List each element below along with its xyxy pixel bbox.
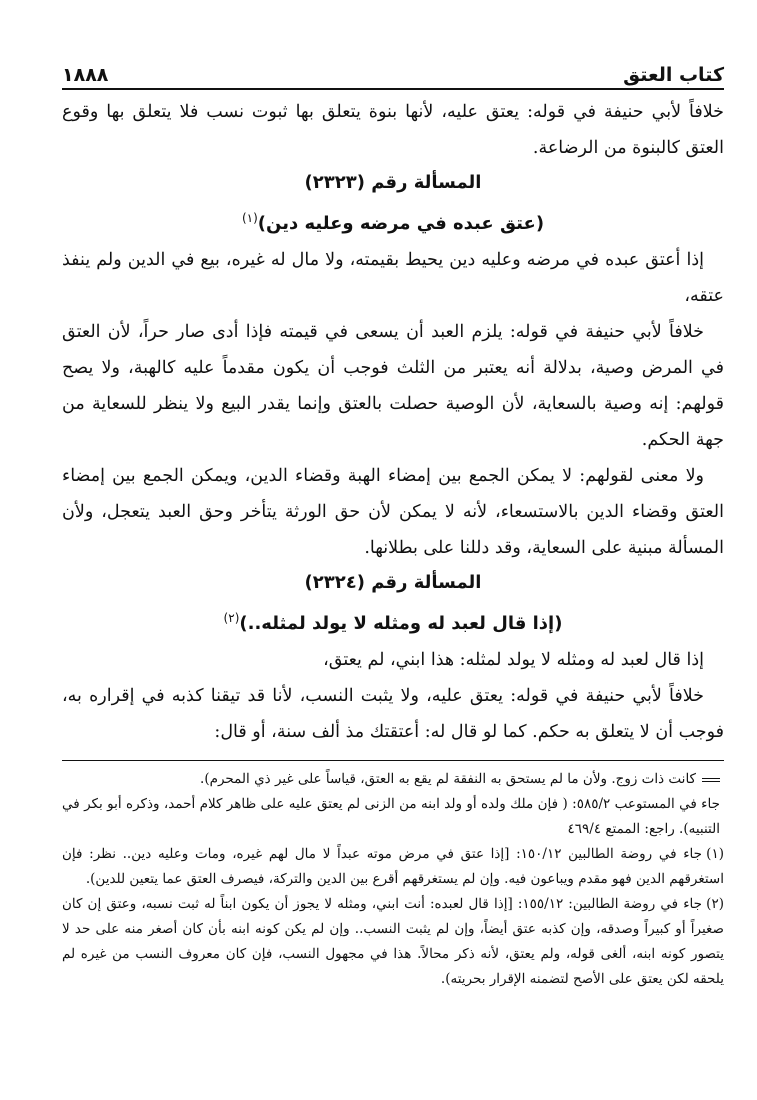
footnote-ref-1: (١)	[241, 211, 258, 225]
footnote-ref-2: (٢)	[223, 611, 240, 625]
issue-subtitle-2323	[62, 200, 724, 242]
footnote-text: جاء في روضة الطالبين ١٥٠/١٢: [إذا عتق في مرض موته عبداً لا مال لهم غيره، ومات وعليه دين.. نظر: فإن استغرقهم الدين فهو مقدم ويباعون فيه. وإن لم يستغرقهم أقرع بين الدين والتركة، فيصرف العتق عما يتعين للدين).	[62, 846, 724, 887]
book-title: كتاب العتق	[623, 64, 724, 86]
footnotes-section	[62, 760, 724, 992]
running-header	[62, 56, 724, 90]
footnote-2	[62, 892, 724, 992]
paragraph-3: خلافاً لأبي حنيفة في قوله: يلزم العبد أن يسعى في قيمته فإذا أدى صار حراً، لأن العتق في المرض وصية، بدلالة أنه يعتبر من الثلث فوجب أن يكون مقدماً عليه كالهبة، ولا يصح قولهم: إنه وصية بالسعاية، لأن الوصية حصلت بالعتق وإنما يقدر البيع ولا ينظر للسعاية من جهة الحكم.	[62, 322, 724, 450]
issue-subtitle-text: (عتق عبده في مرضه وعليه دين)	[257, 213, 545, 234]
footnote-continuation: جاء في المستوعب ٥٨٥/٢: ( فإن ملك ولده أو ولد ابنه من الزنى لم يعتق عليه على ظاهر كلام أحمد، وذكره أبو بكر في التنبيه). راجع: الممتع ٤٦٩/٤	[62, 796, 720, 837]
footnote-marker: (١)	[706, 846, 724, 862]
book-page	[62, 56, 724, 992]
continuation-mark	[702, 778, 720, 782]
page-number: ١٨٨٨	[62, 64, 109, 86]
paragraph-6: خلافاً لأبي حنيفة في قوله: يعتق عليه، ولا يثبت النسب، لأنا قد تيقنا كذبه في إقراره به، فوجب أن لا يتعلق به حكم. كما لو قال له: أعتقتك مذ ألف سنة، أو قال:	[62, 686, 724, 742]
main-text	[62, 94, 724, 750]
issue-subtitle-2324	[62, 600, 724, 642]
issue-heading-2323: المسألة رقم (٢٣٢٣)	[304, 172, 482, 193]
footnote-continuation-text: كانت ذات زوج. ولأن ما لم يستحق به النفقة لم يقع به العتق، قياساً على غير ذي المحرم).	[200, 771, 696, 787]
footnote-1	[62, 842, 724, 892]
paragraph-4: ولا معنى لقولهم: لا يمكن الجمع بين إمضاء الهبة وقضاء الدين، ويمكن الجمع بين إمضاء العتق وقضاء الدين بالاستسعاء، لأنه لا يمكن لأن حق الورثة يتأخر وحق العبد يتعجل، ولأن المسألة مبنية على السعاية، وقد دللنا على بطلانها.	[62, 466, 724, 558]
footnote-text: جاء في روضة الطالبين: ١٥٥/١٢: [إذا قال لعبده: أنت ابني، ومثله لا يجوز أن يكون ابناً له ثبت نسبه، وعتق إن كان صغيراً أو كبيراً وصدقه، وإن كذبه عتق أيضاً، وإن لم يثبت النسب.. وإن لم يكن كونه ابنه بأن كان أصغر منه على حد لا يتصور كونه ابنه، ألغى قوله، ولم يعتق، لأنه ذكر محالاً. هذا في مجهول النسب، فإن كان معروف النسب من غيره لم يلحقه لكن يعتق على الأصح لتضمنه الإقرار بحريته).	[62, 896, 724, 987]
paragraph-1: خلافاً لأبي حنيفة في قوله: يعتق عليه، لأنها بنوة يتعلق بها ثبوت نسب فلا يتعلق بها وقوع العتق كالبنوة من الرضاعة.	[62, 102, 724, 158]
issue-heading-2324: المسألة رقم (٢٣٢٤)	[304, 572, 482, 593]
footnote-continuation	[62, 767, 724, 792]
paragraph-2: إذا أعتق عبده في مرضه وعليه دين يحيط بقيمته، ولا مال له غيره، بيع في الدين ولم ينفذ عتقه،	[62, 250, 724, 306]
issue-subtitle-text: (إذا قال لعبد له ومثله لا يولد لمثله..)	[239, 613, 563, 634]
footnote-marker: (٢)	[706, 896, 724, 912]
paragraph-5: إذا قال لعبد له ومثله لا يولد لمثله: هذا ابني، لم يعتق،	[323, 650, 704, 670]
